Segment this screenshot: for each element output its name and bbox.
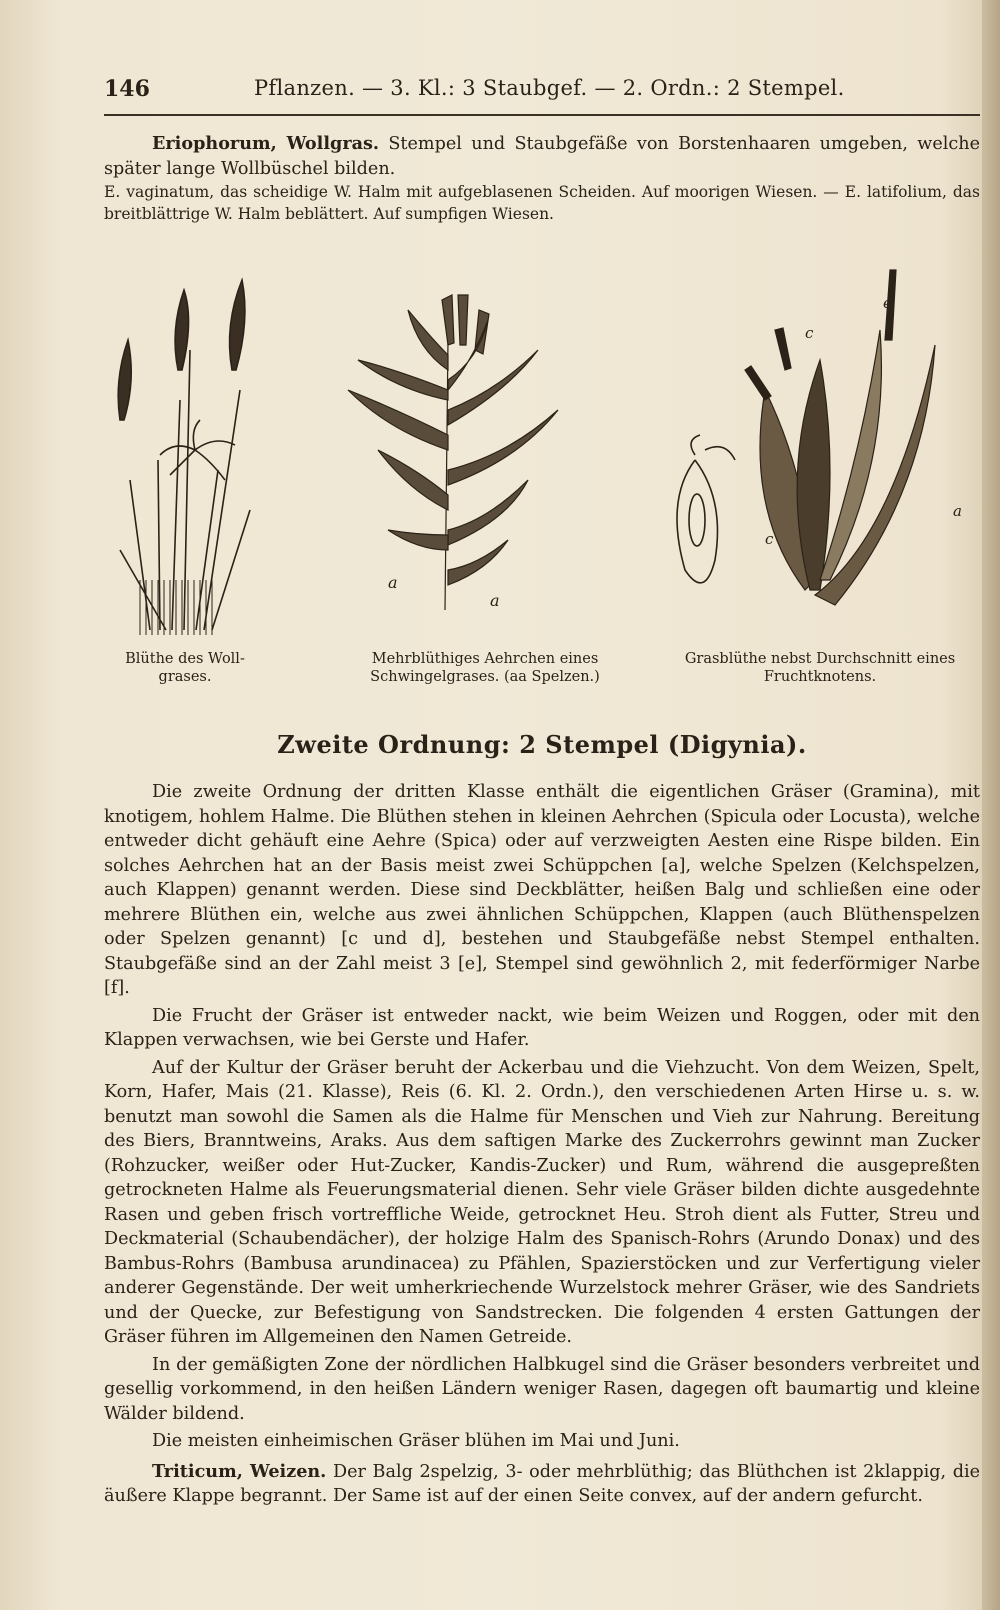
eriophorum-species: E. vaginatum, das scheidige W. Halm mit aufgeblasenen Scheiden. Auf moorigen Wiesen. — E. latifolium, das breitblättrige W. Halm beblättert. Auf sumpfigen Wiesen.: [104, 183, 980, 223]
genus-eriophorum: Eriophorum, Wollgras.: [152, 133, 380, 154]
figure3-label-c2: c: [765, 530, 774, 548]
eriophorum-paragraph: [104, 132, 980, 181]
triticum-paragraph: [104, 1460, 980, 1509]
intro-block: [104, 132, 980, 225]
paragraph-zone: In der gemäßigten Zone der nördlichen Halbkugel sind die Gräser besonders verbreitet und gesellig vorkommend, in den heißen Ländern weniger Rasen, dagegen oft baumartig und kleine Wälder bildend.: [104, 1354, 980, 1424]
section-title: Zweite Ordnung: 2 Stempel (Digynia).: [277, 730, 807, 759]
page-number: 146: [104, 76, 150, 102]
paragraph-frucht: Die Frucht der Gräser ist entweder nackt, wie beim Weizen und Roggen, oder mit den Klappen verwachsen, wie bei Gerste und Hafer.: [104, 1005, 980, 1050]
figure-spikelet: [330, 250, 570, 620]
caption-grass-flower: Grasblüthe nebst Durchschnitt eines Fruchtknotens.: [684, 651, 956, 685]
paragraph-gramina: Die zweite Ordnung der dritten Klasse enthält die eigentlichen Gräser (Gramina), mit knotigem, hohlem Halme. Die Blüthen stehen in kleinen Aehrchen (Spicula oder Locusta), welche entweder dicht gehäuft eine Aehre (Spica) oder auf verzweigten Aesten eine Rispe bilden. Ein solches Aehrchen hat an der Basis meist zwei Schüppchen [a], welche Spelzen (Kelchspelzen, auch Klappen) genannt werden. Diese sind Deckblätter, heißen Balg und schließen eine oder mehrere Blüthen ein, welche aus zwei ähnlichen Schüppchen, Klappen (auch Blüthenspelzen oder Spelzen genannt) [c und d], bestehen und Staubgefäße nebst Stempel enthalten. Staubgefäße sind an der Zahl meist 3 [e], Stempel sind gewöhnlich 2, mit federförmiger Narbe [f].: [104, 782, 980, 998]
figure3-label-c: c: [805, 324, 814, 342]
figure-grass-flower: [655, 250, 980, 650]
figure3-label-a: a: [953, 502, 962, 520]
figure2-label-a-right: a: [490, 591, 500, 610]
caption-cotton-grass: Blüthe des Woll- grases.: [125, 651, 245, 685]
running-head: Pflanzen. — 3. Kl.: 3 Staubgef. — 2. Ordn.: 2 Stempel.: [254, 76, 845, 100]
page-header: [104, 76, 979, 108]
figure3-label-e: e: [883, 294, 892, 312]
page-edge: [982, 0, 1000, 1610]
paragraph-bluehen: Die meisten einheimischen Gräser blühen im Mai und Juni.: [152, 1431, 680, 1451]
genus-triticum: Triticum, Weizen.: [152, 1460, 327, 1482]
caption-spikelet: Mehrblüthiges Aehrchen eines Schwingelgrases. (aa Spelzen.): [370, 651, 600, 685]
figures-row: [100, 250, 980, 685]
paragraph-kultur: Auf der Kultur der Gräser beruht der Ackerbau und die Viehzucht. Von dem Weizen, Spelt, Korn, Hafer, Mais (21. Klasse), Reis (6. Kl. 2. Ordn.), den verschiedenen Arten Hirse u. s. w. benutzt man sowohl die Samen als die Halme für Menschen und Vieh zur Nahrung. Bereitung des Biers, Branntweins, Araks. Aus dem saftigen Marke des Zuckerrohrs gewinnt man Zucker (Rohzucker, weißer oder Hut-Zucker, Kandis-Zucker) und Rum, während die ausgepreßten getrockneten Halme als Feuerungsmaterial dienen. Sehr viele Gräser bilden dichte ausgedehnte Rasen und geben frisch vortreffliche Weide, getrocknet Heu. Stroh dient als Futter, Streu und Deckmaterial (Schaubendächer), der holzige Halm des Spanisch-Rohrs (Arundo Donax) und des Bambus-Rohrs (Bambusa arundinacea) zu Pfählen, Spazierstöcken und zur Verfertigung vieler anderer Gegenstände. Der weit umherkriechende Wurzelstock mehrer Gräser, wie des Sandriets und der Quecke, zur Befestigung von Sandstrecken. Die folgenden 4 ersten Gattungen der Gräser führen im Allgemeinen den Namen Getreide.: [104, 1057, 980, 1347]
eriophorum-description: Stempel und Staubgefäße von Borstenhaaren umgeben, welche später lange Wollbüschel bilden.: [104, 134, 980, 179]
header-rule: [104, 114, 980, 116]
main-text: [104, 780, 980, 1509]
figure-cotton-grass: [100, 250, 270, 640]
triticum-description: Der Balg 2spelzig, 3- oder mehrblüthig; das Blüthchen ist 2klappig, die äußere Klappe begrannt. Der Same ist auf der einen Seite convex, auf der andern gefurcht.: [104, 1461, 981, 1506]
figure2-label-a-left: a: [388, 573, 398, 592]
